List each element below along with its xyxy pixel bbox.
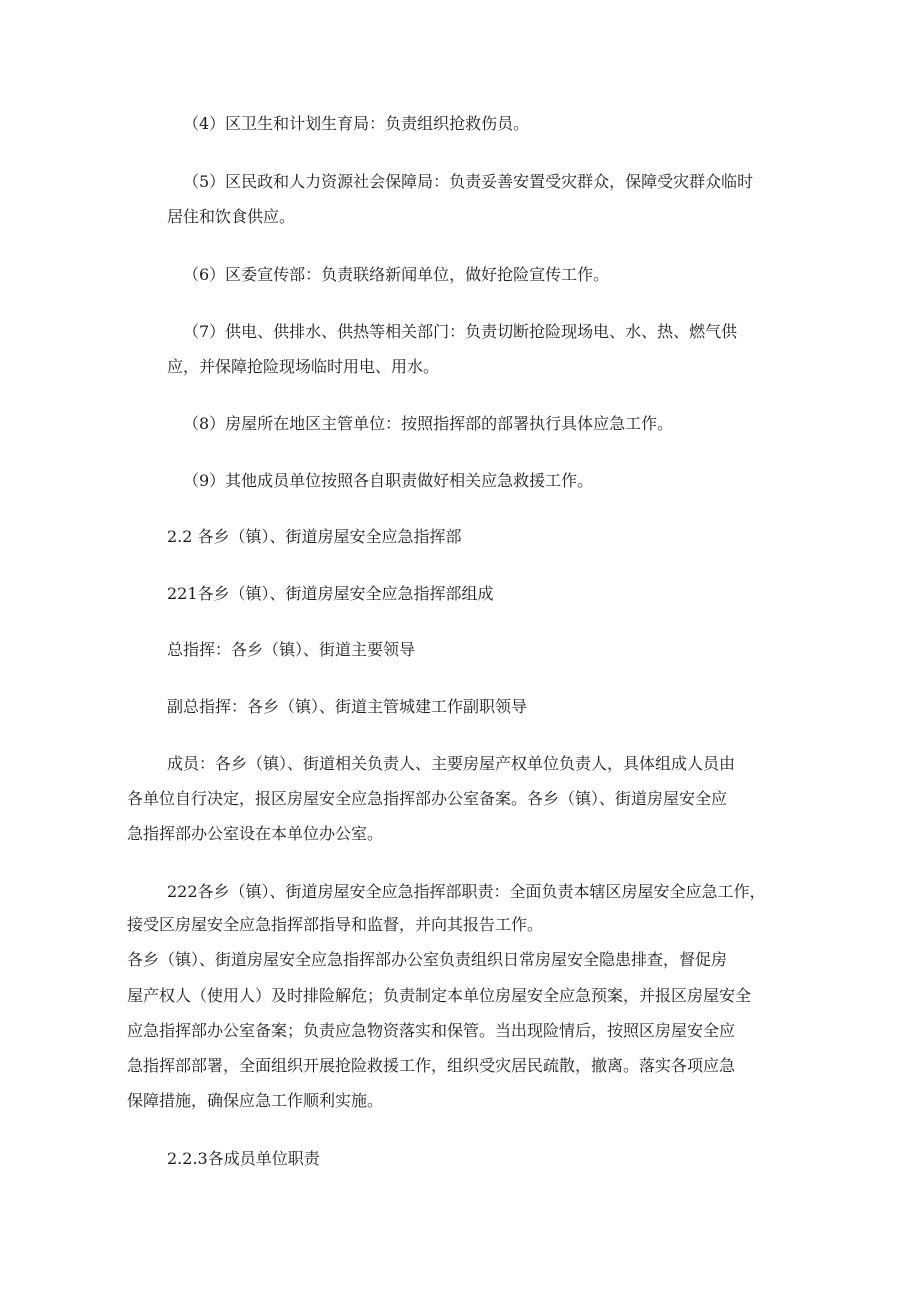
item-8-local-authority: （8）房屋所在地区主管单位：按照指挥部的部署执行具体应急工作。 bbox=[183, 414, 674, 433]
office-duties-line5: 保障措施，确保应急工作顺利实施。 bbox=[127, 1091, 384, 1110]
members-line3: 急指挥部办公室设在本单位办公室。 bbox=[127, 824, 384, 843]
subsection-2-2-1: 221各乡（镇）、街道房屋安全应急指挥部组成 bbox=[167, 584, 494, 603]
item-7-utilities-line1: （7）供电、供排水、供热等相关部门：负责切断抢险现场电、水、热、燃气供 bbox=[183, 322, 738, 341]
commander: 总指挥：各乡（镇）、街道主要领导 bbox=[167, 640, 416, 659]
subsection-2-2-2-line1: 222各乡（镇）、街道房屋安全应急指挥部职责：全面负责本辖区房屋安全应急工作， bbox=[167, 882, 766, 901]
members-line2: 各单位自行决定，报区房屋安全应急指挥部办公室备案。各乡（镇）、街道房屋安全应 bbox=[127, 789, 728, 808]
office-duties-line4: 急指挥部部署，全面组织开展抢险救援工作，组织受灾居民疏散，撤离。落实各项应急 bbox=[127, 1056, 736, 1075]
subsection-2-2-2-line2: 接受区房屋安全应急指挥部指导和监督，并向其报告工作。 bbox=[127, 915, 544, 934]
item-7-utilities-line2: 应，并保障抢险现场临时用电、用水。 bbox=[167, 357, 440, 376]
members-line1: 成员：各乡（镇）、街道相关负责人、主要房屋产权单位负责人，具体组成人员由 bbox=[167, 754, 736, 773]
item-5-civil-affairs-line2: 居住和饮食供应。 bbox=[167, 207, 296, 226]
office-duties-line2: 屋产权人（使用人）及时排险解危；负责制定本单位房屋安全应急预案，并报区房屋安全 bbox=[127, 986, 752, 1005]
item-9-other-units: （9）其他成员单位按照各自职责做好相关应急救援工作。 bbox=[183, 471, 594, 490]
item-5-civil-affairs-line1: （5）区民政和人力资源社会保障局：负责妥善安置受灾群众，保障受灾群众临时 bbox=[183, 172, 754, 191]
deputy-commander: 副总指挥：各乡（镇）、街道主管城建工作副职领导 bbox=[167, 697, 528, 716]
subsection-2-2-3: 2.2.3各成员单位职责 bbox=[167, 1149, 320, 1168]
item-6-publicity-dept: （6）区委宣传部：负责联络新闻单位，做好抢险宣传工作。 bbox=[183, 265, 610, 284]
item-4-health-bureau: （4）区卫生和计划生育局：负责组织抢救伤员。 bbox=[183, 114, 530, 133]
office-duties-line1: 各乡（镇）、街道房屋安全应急指挥部办公室负责组织日常房屋安全隐患排查，督促房 bbox=[127, 950, 728, 969]
office-duties-line3: 应急指挥部办公室备案；负责应急物资落实和保管。当出现险情后，按照区房屋安全应 bbox=[127, 1021, 736, 1040]
section-heading-2-2: 2.2 各乡（镇）、街道房屋安全应急指挥部 bbox=[167, 527, 462, 546]
